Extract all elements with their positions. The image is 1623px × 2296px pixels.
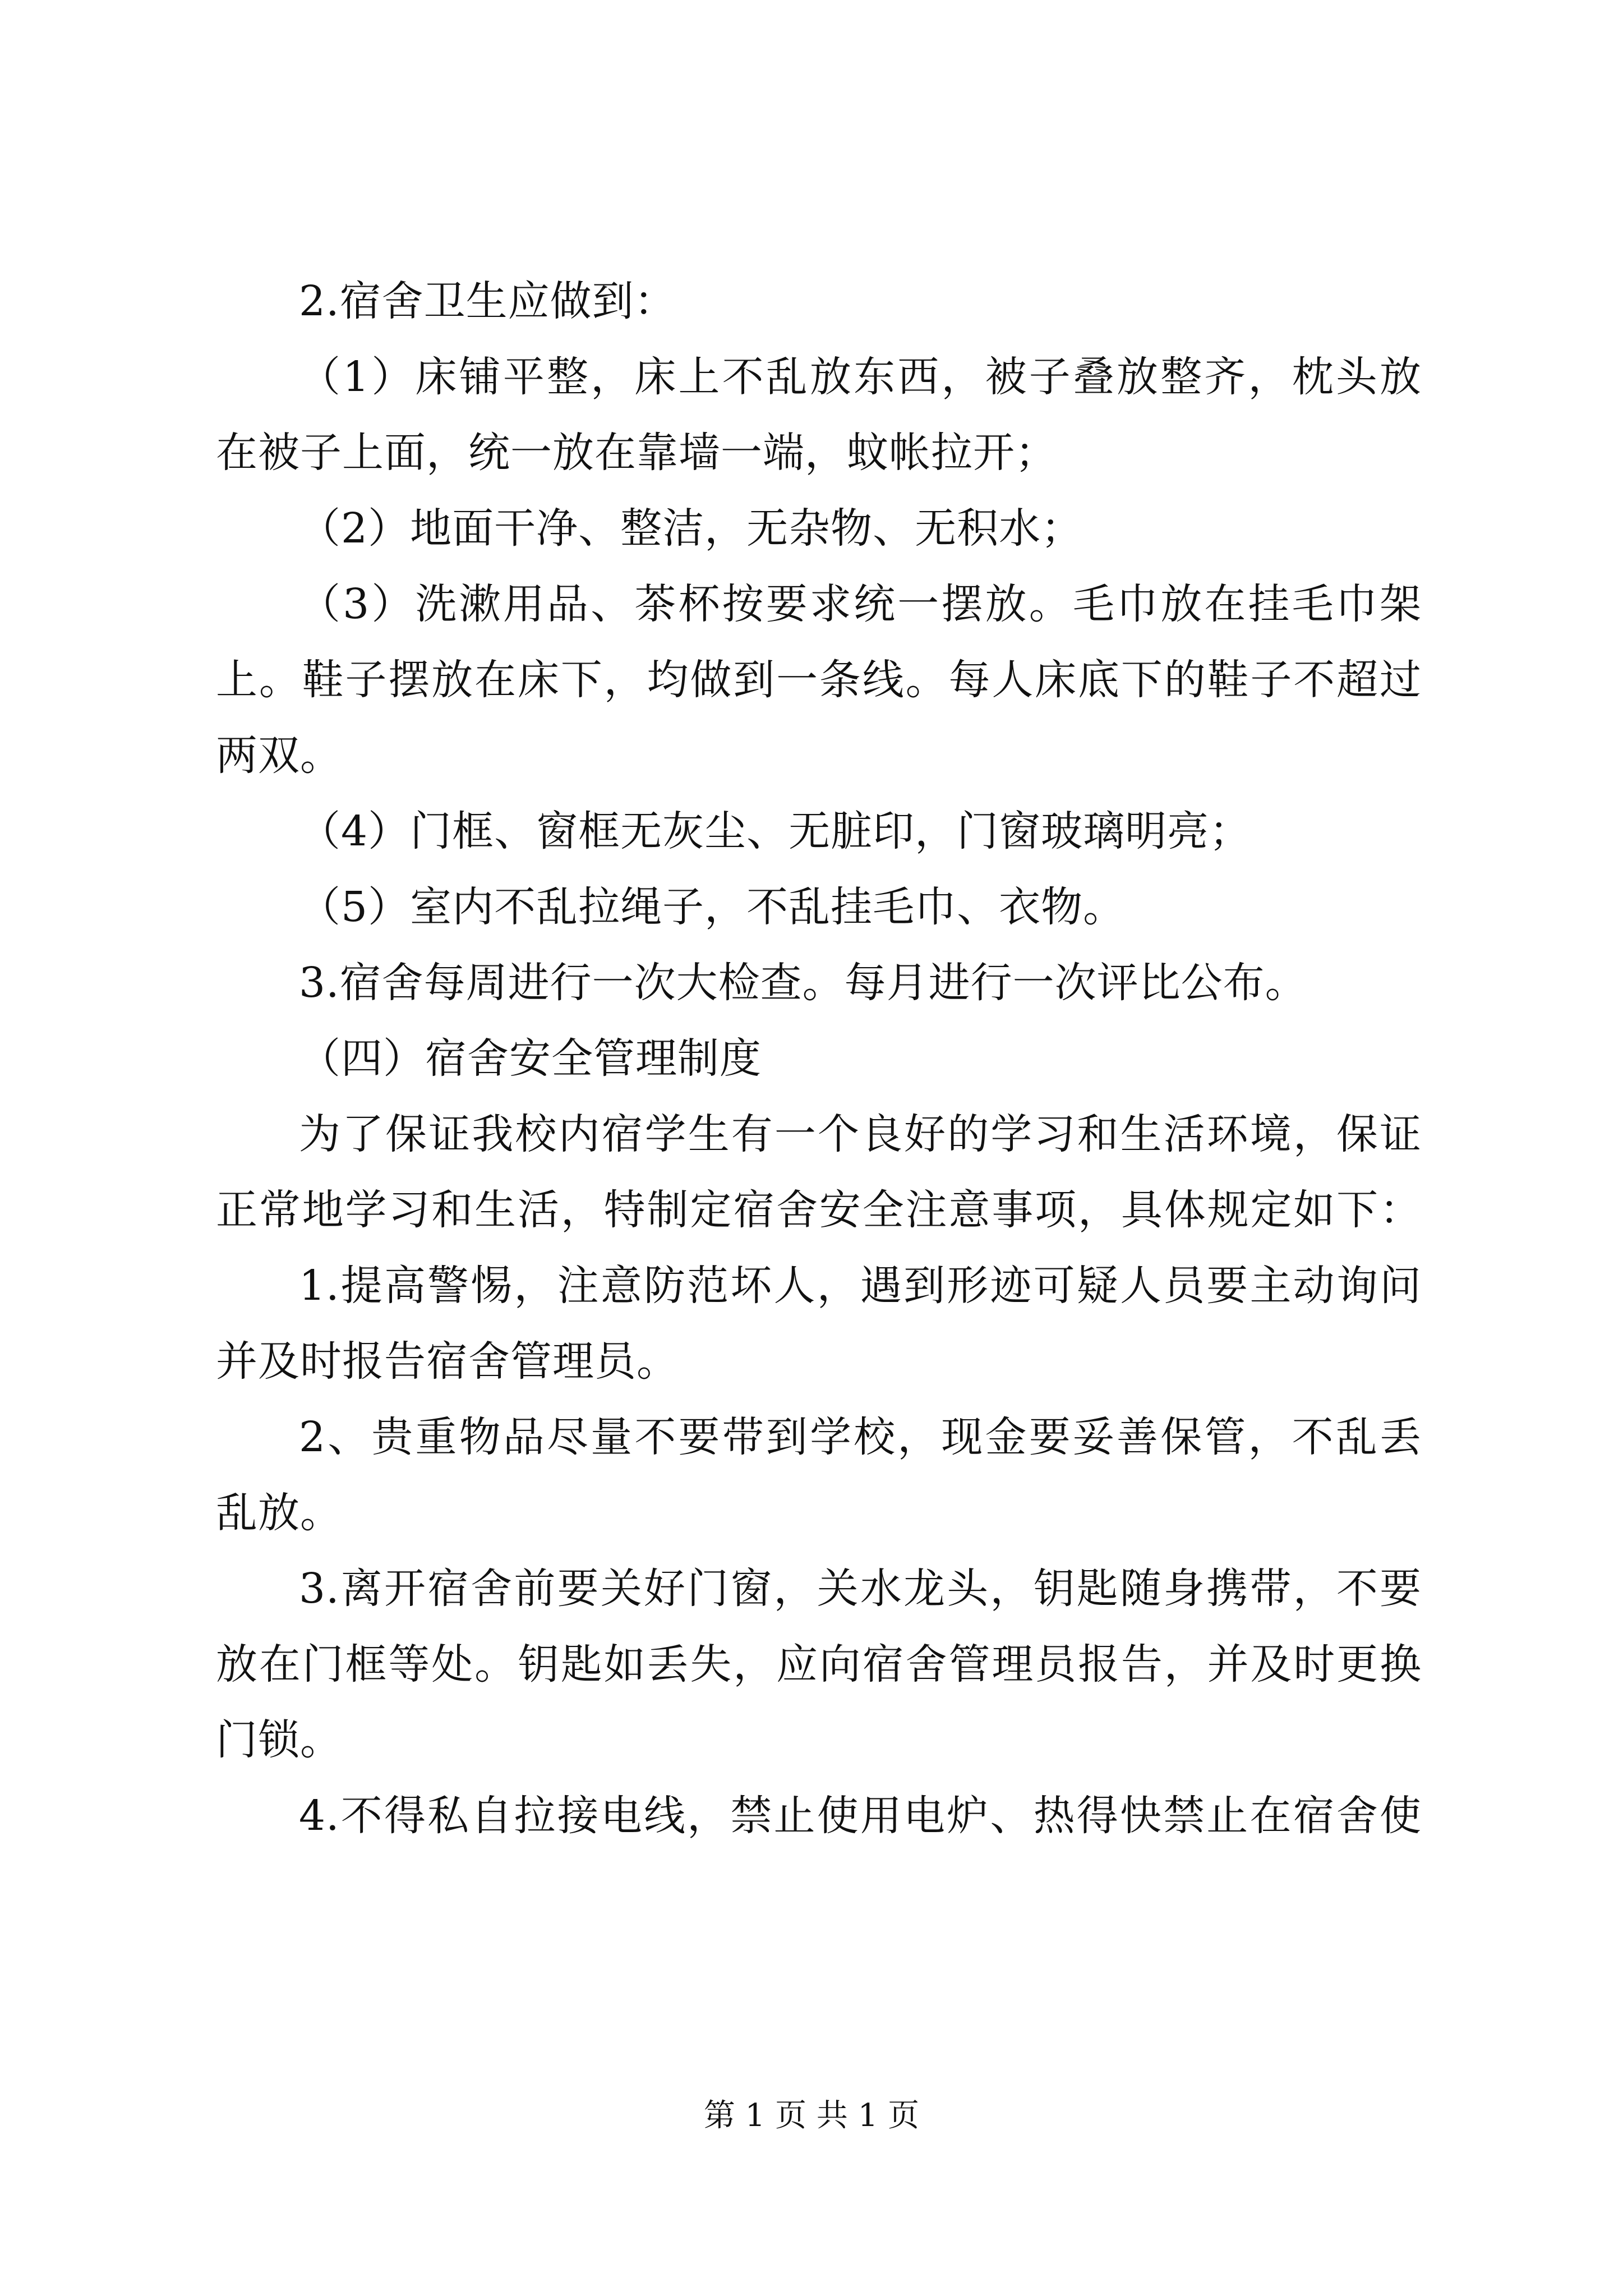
text-line: 乱放。 <box>216 1489 342 1537</box>
text-line: 两双。 <box>216 731 342 780</box>
text-line: 2.宿舍卫生应做到： <box>299 277 676 325</box>
text-line: （5）室内不乱拉绳子，不乱挂毛巾、衣物。 <box>299 883 1126 931</box>
text-line: （1）床铺平整，床上不乱放东西，被子叠放整齐，枕头放 <box>299 353 1422 401</box>
text-line: 上。鞋子摆放在床下，均做到一条线。每人床底下的鞋子不超过 <box>216 656 1422 704</box>
text-line: 3.离开宿舍前要关好门窗，关水龙头，钥匙随身携带，不要 <box>299 1565 1422 1613</box>
text-line: 在被子上面，统一放在靠墙一端，蚊帐拉开； <box>216 429 1057 477</box>
text-line: 3.宿舍每周进行一次大检查。每月进行一次评比公布。 <box>299 959 1307 1007</box>
text-line: 门锁。 <box>216 1716 342 1764</box>
text-line: 为了保证我校内宿学生有一个良好的学习和生活环境，保证 <box>299 1110 1422 1158</box>
section-heading: （四）宿舍安全管理制度 <box>299 1034 762 1083</box>
page-footer: 第 1 页 共 1 页 <box>703 2097 920 2134</box>
text-line: （3）洗漱用品、茶杯按要求统一摆放。毛巾放在挂毛巾架 <box>299 580 1422 628</box>
text-line: 1.提高警惕，注意防范坏人，遇到形迹可疑人员要主动询问 <box>299 1262 1422 1310</box>
text-line: （2）地面干净、整洁，无杂物、无积水； <box>299 504 1083 553</box>
text-line: 放在门框等处。钥匙如丢失，应向宿舍管理员报告，并及时更换 <box>216 1640 1422 1688</box>
text-line: 并及时报告宿舍管理员。 <box>216 1337 679 1386</box>
text-line: 正常地学习和生活，特制定宿舍安全注意事项，具体规定如下： <box>216 1186 1422 1234</box>
text-line: 4.不得私自拉接电线，禁止使用电炉、热得快禁止在宿舍使 <box>299 1792 1422 1840</box>
text-line: 2、贵重物品尽量不要带到学校，现金要妥善保管，不乱丢 <box>299 1413 1422 1461</box>
text-line: （4）门框、窗框无灰尘、无脏印，门窗玻璃明亮； <box>299 807 1252 855</box>
